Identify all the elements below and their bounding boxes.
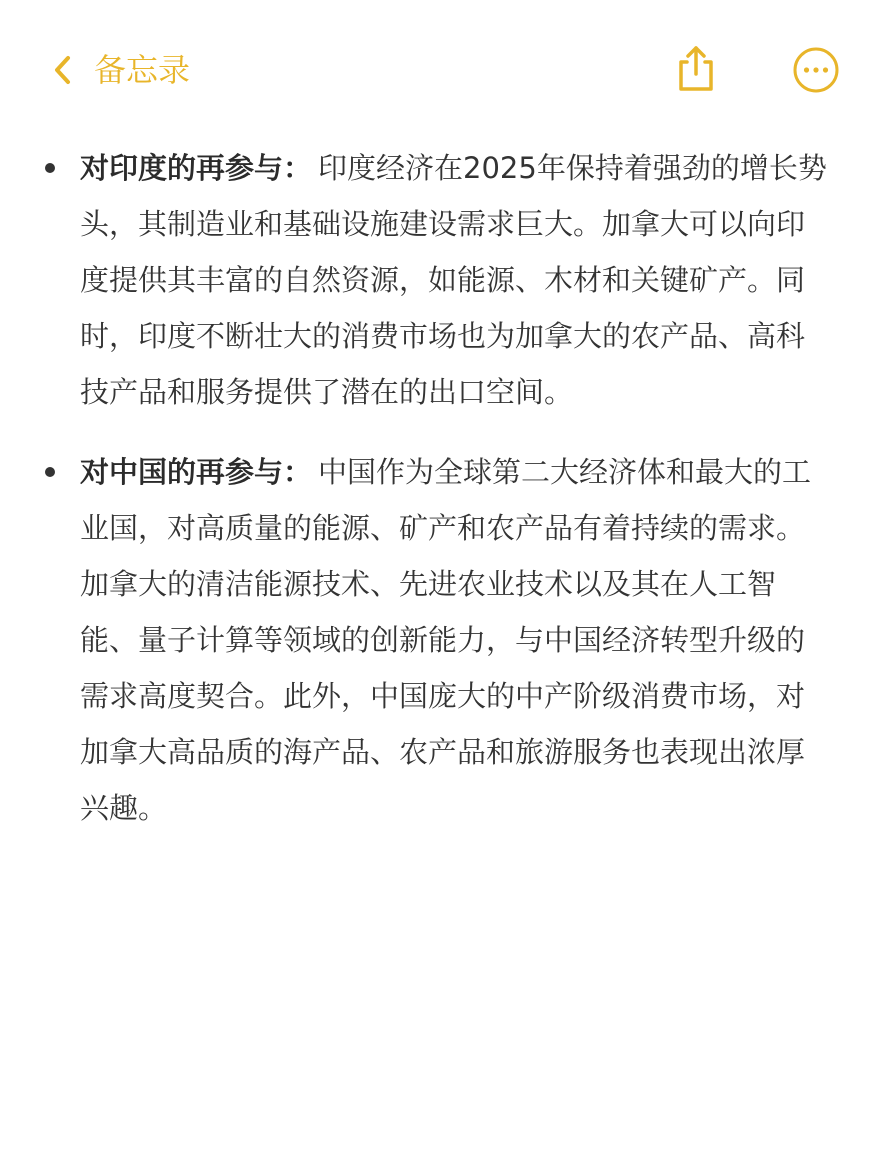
chevron-left-icon: [48, 52, 78, 88]
item-title: 对中国的再参与：: [80, 455, 313, 489]
item-title: 对印度的再参与：: [80, 151, 313, 185]
note-body[interactable]: [0, 140, 880, 836]
share-icon: [672, 42, 720, 94]
list-item: [0, 140, 880, 420]
share-button[interactable]: [672, 42, 720, 94]
bullet: [45, 163, 55, 173]
item-text: 中国作为全球第二大经济体和最大的工业国，对高质量的能源、矿产和农产品有着持续的需求。加拿大的清洁能源技术、先进农业技术以及其在人工智能、量子计算等领域的创新能力，与中国经济转型升级的需求高度契合。此外，中国庞大的中产阶级消费市场，对加拿大高品质的海产品、农产品和旅游服务也表现出浓厚兴趣。: [80, 455, 812, 825]
back-button[interactable]: [48, 44, 190, 96]
navigation-bar: [0, 0, 880, 140]
bullet: [45, 467, 55, 477]
more-button[interactable]: [792, 46, 840, 94]
ellipsis-circle-icon: [792, 46, 840, 94]
item-text: 印度经济在2025年保持着强劲的增长势头，其制造业和基础设施建设需求巨大。加拿大可以向印度提供其丰富的自然资源，如能源、木材和关键矿产。同时，印度不断壮大的消费市场也为加拿大的农产品、高科技产品和服务提供了潜在的出口空间。: [80, 151, 827, 409]
back-label: 备忘录: [94, 51, 191, 89]
list-item: [0, 444, 880, 836]
